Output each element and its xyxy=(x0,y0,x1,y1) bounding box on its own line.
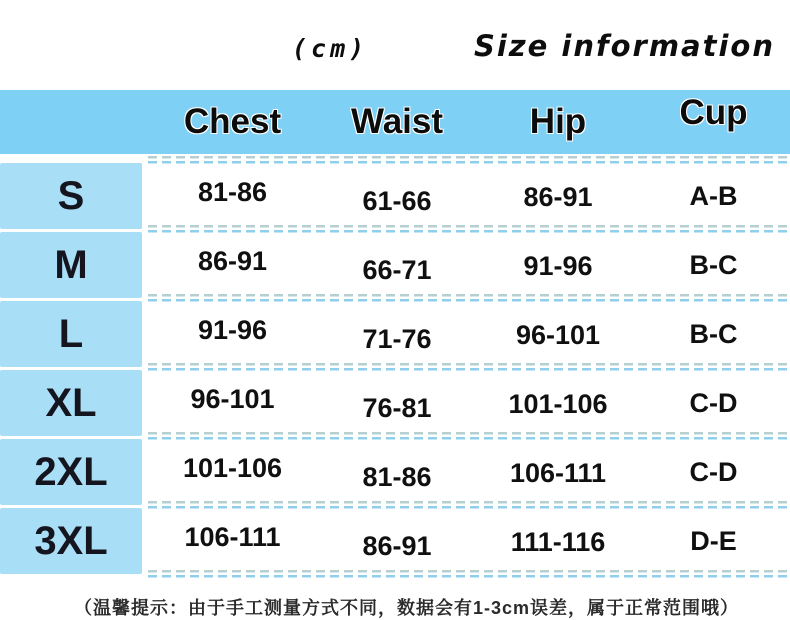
waist-value: 61-66 xyxy=(362,185,432,216)
footer-note-clipped: （温馨提示：由于手工测量方式不同，数据会有1-3cm误差，属于正常范围哦） xyxy=(74,598,740,618)
cup-value: B-C xyxy=(689,318,738,349)
waist-value: 66-71 xyxy=(362,254,432,285)
row-separator xyxy=(148,294,790,302)
hip-value: 86-91 xyxy=(523,181,593,212)
row-separator xyxy=(148,432,790,440)
chest-value: 91-96 xyxy=(197,314,268,345)
size-cell-l: L xyxy=(0,301,142,367)
hip-value: 96-101 xyxy=(515,319,601,350)
row-separator xyxy=(148,156,790,164)
cup-value: C-D xyxy=(689,456,738,487)
hip-value: 101-106 xyxy=(508,388,608,419)
column-header-chest: Chest xyxy=(183,102,282,141)
table-header-columns xyxy=(150,90,790,154)
table-row xyxy=(150,301,790,367)
waist-value: 81-86 xyxy=(362,461,432,492)
row-separator xyxy=(148,501,790,509)
row-separator xyxy=(148,225,790,233)
hip-value: 106-111 xyxy=(509,457,607,488)
chest-value: 101-106 xyxy=(182,452,283,483)
row-separator xyxy=(148,363,790,371)
waist-value: 86-91 xyxy=(362,530,432,561)
size-cell-s: S xyxy=(0,163,142,229)
column-header-waist: Waist xyxy=(350,102,444,141)
table-row xyxy=(150,439,790,505)
page-title: Size information xyxy=(473,29,775,63)
waist-value: 76-81 xyxy=(362,392,432,423)
table-row xyxy=(150,163,790,229)
hip-value: 91-96 xyxy=(523,250,593,281)
cup-value: A-B xyxy=(689,180,738,211)
unit-label: (cm) xyxy=(292,34,369,63)
table-row xyxy=(150,232,790,298)
cup-value: C-D xyxy=(689,387,738,418)
hip-value: 111-116 xyxy=(510,526,606,557)
column-header-cup: Cup xyxy=(679,93,748,132)
chest-value: 96-101 xyxy=(190,383,275,414)
size-cell-xl: XL xyxy=(0,370,142,436)
chest-value: 81-86 xyxy=(197,176,268,207)
cup-value: D-E xyxy=(690,525,737,556)
chest-value: 106-111 xyxy=(184,521,281,552)
size-cell-2xl: 2XL xyxy=(0,439,142,505)
size-cell-3xl: 3XL xyxy=(0,508,142,574)
row-separator xyxy=(148,570,790,578)
waist-value: 71-76 xyxy=(362,323,432,354)
cup-value: B-C xyxy=(689,249,738,280)
table-row xyxy=(150,370,790,436)
column-header-hip: Hip xyxy=(529,102,587,141)
size-cell-m: M xyxy=(0,232,142,298)
chest-value: 86-91 xyxy=(197,245,268,276)
table-row xyxy=(150,508,790,574)
table-header-row xyxy=(0,88,790,154)
